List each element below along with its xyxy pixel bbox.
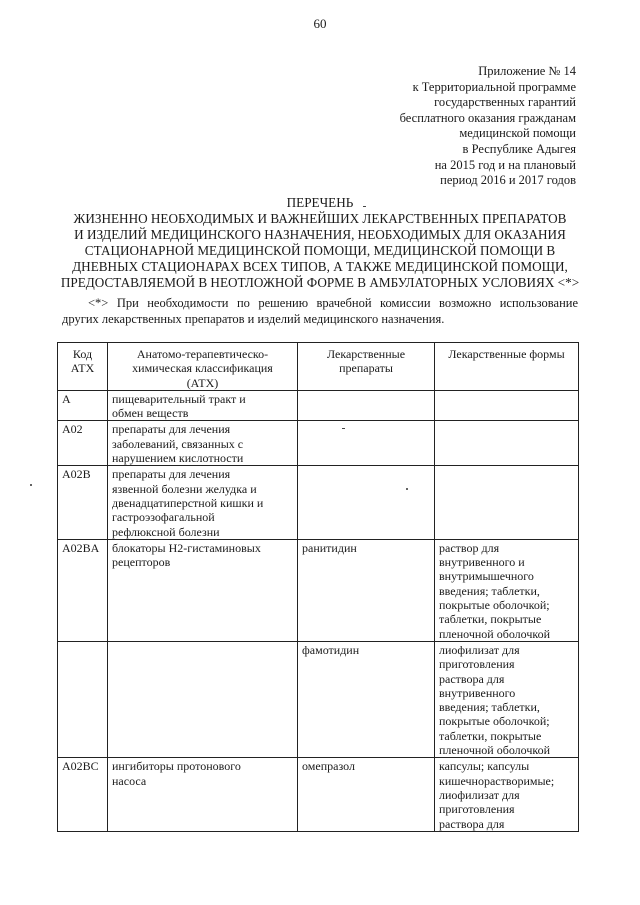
appendix-line: период 2016 и 2017 годов [440, 173, 576, 188]
table-row [58, 421, 579, 466]
scan-speck [363, 206, 366, 207]
cell-code [58, 641, 108, 757]
table-row [58, 390, 579, 421]
table-row [58, 539, 579, 641]
cell-forms [435, 390, 579, 421]
table-row [58, 466, 579, 539]
header-classification: Анатомо-терапевтическо- химическая классификация (АТХ) [108, 343, 298, 391]
appendix-line: в Республике Адыгея [462, 141, 576, 156]
cell-drug [298, 421, 435, 466]
footnote-line: других лекарственных препаратов и изделий медицинского назначения. [62, 312, 445, 326]
title-line: ПЕРЕЧЕНЬ [286, 195, 354, 210]
appendix-line: государственных гарантий [434, 95, 576, 110]
drug-list-table [57, 342, 579, 832]
appendix-line: на 2015 год и на плановый [434, 157, 576, 172]
table-row [58, 641, 579, 757]
scan-speck [406, 488, 408, 490]
title-line: И ИЗДЕЛИЙ МЕДИЦИНСКОГО НАЗНАЧЕНИЯ, НЕОБХОДИМЫХ ДЛЯ ОКАЗАНИЯ [74, 227, 566, 242]
appendix-line: к Территориальной программе [412, 79, 576, 94]
scan-speck [30, 484, 32, 486]
cell-drug: фамотидин [298, 641, 435, 757]
header-drugs: Лекарственные препараты [298, 343, 435, 391]
scan-speck [342, 428, 345, 429]
title-line: ЖИЗНЕННО НЕОБХОДИМЫХ И ВАЖНЕЙШИХ ЛЕКАРСТВЕННЫХ ПРЕПАРАТОВ [73, 211, 567, 226]
cell-classification: пищеварительный тракт и обмен веществ [108, 390, 298, 421]
appendix-line: медицинской помощи [459, 126, 576, 141]
cell-code: A [58, 390, 108, 421]
cell-classification: ингибиторы протонового насоса [108, 758, 298, 831]
cell-drug [298, 390, 435, 421]
cell-code: A02 [58, 421, 108, 466]
cell-classification: препараты для лечения заболеваний, связанных с нарушением кислотности [108, 421, 298, 466]
table-row [58, 758, 579, 831]
footnote [62, 295, 578, 327]
cell-forms: раствор для внутривенного и внутримышечного введения; таблетки, покрытые оболочкой; таблетки, покрытые пленочной оболочкой [435, 539, 579, 641]
document-title [0, 195, 640, 291]
header-forms: Лекарственные формы [435, 343, 579, 391]
cell-forms [435, 421, 579, 466]
appendix-line: Приложение № 14 [478, 64, 576, 78]
cell-forms [435, 466, 579, 539]
cell-code: A02B [58, 466, 108, 539]
cell-drug: ранитидин [298, 539, 435, 641]
cell-classification: препараты для лечения язвенной болезни желудка и двенадцатиперстной кишки и гастроэзофагальной рефлюксной болезни [108, 466, 298, 539]
cell-classification [108, 641, 298, 757]
cell-code: A02BC [58, 758, 108, 831]
table-header-row [58, 343, 579, 391]
header-code: Код АТХ [58, 343, 108, 391]
cell-drug [298, 466, 435, 539]
title-line: СТАЦИОНАРНОЙ МЕДИЦИНСКОЙ ПОМОЩИ, МЕДИЦИНСКОЙ ПОМОЩИ В [84, 243, 556, 258]
appendix-heading [336, 64, 576, 189]
appendix-line: бесплатного оказания гражданам [399, 110, 576, 125]
cell-forms: капсулы; капсулы кишечнорастворимые; лиофилизат для приготовления раствора для [435, 758, 579, 831]
cell-drug: омепразол [298, 758, 435, 831]
title-line: ПРЕДОСТАВЛЯЕМОЙ В НЕОТЛОЖНОЙ ФОРМЕ В АМБУЛАТОРНЫХ УСЛОВИЯХ <*> [60, 275, 580, 290]
cell-classification: блокаторы H2-гистаминовых рецепторов [108, 539, 298, 641]
page-number: 60 [313, 16, 327, 31]
footnote-line: <*> При необходимости по решению врачебной комиссии возможно использование [88, 296, 578, 310]
title-line: ДНЕВНЫХ СТАЦИОНАРАХ ВСЕХ ТИПОВ, А ТАКЖЕ МЕДИЦИНСКОЙ ПОМОЩИ, [72, 259, 568, 274]
cell-code: A02BA [58, 539, 108, 641]
cell-forms: лиофилизат для приготовления раствора для внутривенного введения; таблетки, покрытые оболочкой; таблетки, покрытые пленочной оболочкой [435, 641, 579, 757]
